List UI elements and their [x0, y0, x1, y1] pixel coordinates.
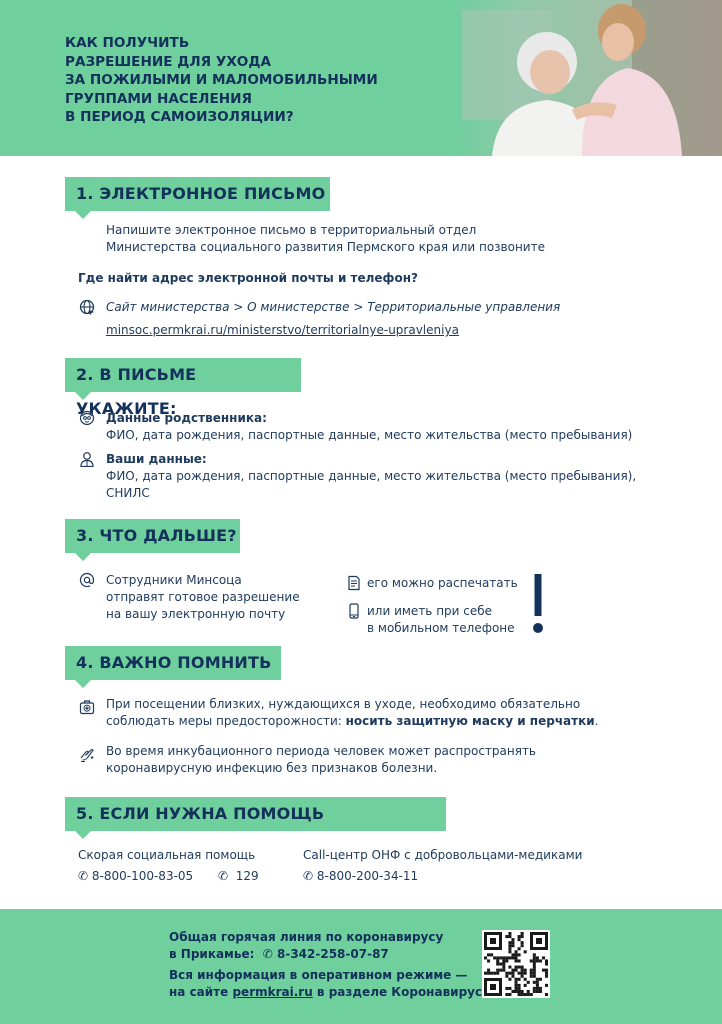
caregiver-photo — [452, 0, 722, 156]
hotline-text: Общая горячая линия по коронавирусу в Прикамье: ✆ 8-342-258-07-87 — [169, 930, 444, 961]
your-data-text: ФИО, дата рождения, паспортные данные, место жительства (место пребывания), СНИЛС — [106, 469, 637, 500]
section-email-intro: Напишите электронное письмо в территориальный отдел Министерства социального развития Пермского края или позвоните — [106, 223, 545, 254]
social-help-phone[interactable]: ✆ 8-800-100-83-05 — [78, 869, 194, 883]
page-title: КАК ПОЛУЧИТЬ РАЗРЕШЕНИЕ ДЛЯ УХОДА ЗА ПОЖИЛЫМИ И МАЛОМОБИЛЬНЫМИ ГРУППАМИ НАСЕЛЕНИЯ В ПЕРИОД САМОИЗОЛЯЦИИ? — [65, 35, 378, 125]
section-next-heading: 3. ЧТО ДАЛЬШЕ? — [65, 519, 240, 553]
phone-icon: ✆ — [303, 869, 317, 883]
site-path: Сайт министерства > О министерстве > Территориальные управления — [106, 300, 561, 314]
callcenter-label: Call-центр ОНФ с добровольцами-медиками — [303, 848, 583, 862]
info-text: Вся информация в оперативном режиме — на сайте permkrai.ru в разделе Коронавирус — [169, 968, 483, 999]
hand-wash-icon — [79, 746, 95, 762]
ministry-link[interactable]: minsoc.permkrai.ru/ministerstvo/territorialnye-upravleniya — [106, 323, 459, 337]
your-data-label: Ваши данные: — [106, 452, 207, 466]
qr-code[interactable] — [482, 930, 550, 998]
callcenter-phone[interactable]: ✆ 8-800-200-34-11 — [303, 869, 419, 883]
at-sign-icon — [79, 572, 95, 588]
globe-icon — [79, 299, 95, 315]
phone-icon: ✆ — [78, 869, 92, 883]
social-help-short-number[interactable]: ✆ 129 — [218, 869, 259, 883]
incubation-text: Во время инкубационного периода человек может распространять коронавирусную инфекцию без признаков болезни. — [106, 744, 537, 775]
person-icon — [79, 451, 95, 467]
print-option-text: его можно распечатать — [367, 576, 518, 590]
section-remember-heading: 4. ВАЖНО ПОМНИТЬ — [65, 646, 281, 680]
section-letter-heading: 2. В ПИСЬМЕ УКАЖИТЕ: — [65, 358, 301, 392]
first-aid-kit-icon — [79, 699, 95, 715]
exclamation-icon — [531, 574, 545, 634]
permkrai-link[interactable]: permkrai.ru — [232, 985, 313, 999]
document-icon — [346, 575, 362, 591]
phone-icon: ✆ — [262, 947, 273, 961]
hotline-phone[interactable]: 8-342-258-07-87 — [277, 947, 389, 961]
phone-icon: ✆ — [218, 869, 236, 883]
mobile-phone-icon — [346, 603, 362, 619]
contact-question: Где найти адрес электронной почты и телефон? — [78, 271, 418, 285]
header-banner — [0, 0, 722, 156]
section-help-heading: 5. ЕСЛИ НУЖНА ПОМОЩЬ — [65, 797, 446, 831]
email-delivery-text: Сотрудники Минсоца отправят готовое разрешение на вашу электронную почту — [106, 573, 300, 621]
section-email-heading: 1. ЭЛЕКТРОННОЕ ПИСЬМО — [65, 177, 330, 211]
social-help-label: Скорая социальная помощь — [78, 848, 256, 862]
relative-data-text: ФИО, дата рождения, паспортные данные, место жительства (место пребывания) — [106, 428, 633, 442]
mask-gloves-emphasis: носить защитную маску и перчатки — [345, 714, 595, 728]
relative-data-label: Данные родственника: — [106, 411, 267, 425]
elderly-person-icon — [79, 410, 95, 426]
precautions-text: При посещении близких, нуждающихся в уходе, необходимо обязательно соблюдать меры предосторожности: носить защитную маску и перчатки. — [106, 697, 599, 728]
mobile-option-text: или иметь при себе в мобильном телефоне — [367, 604, 515, 635]
